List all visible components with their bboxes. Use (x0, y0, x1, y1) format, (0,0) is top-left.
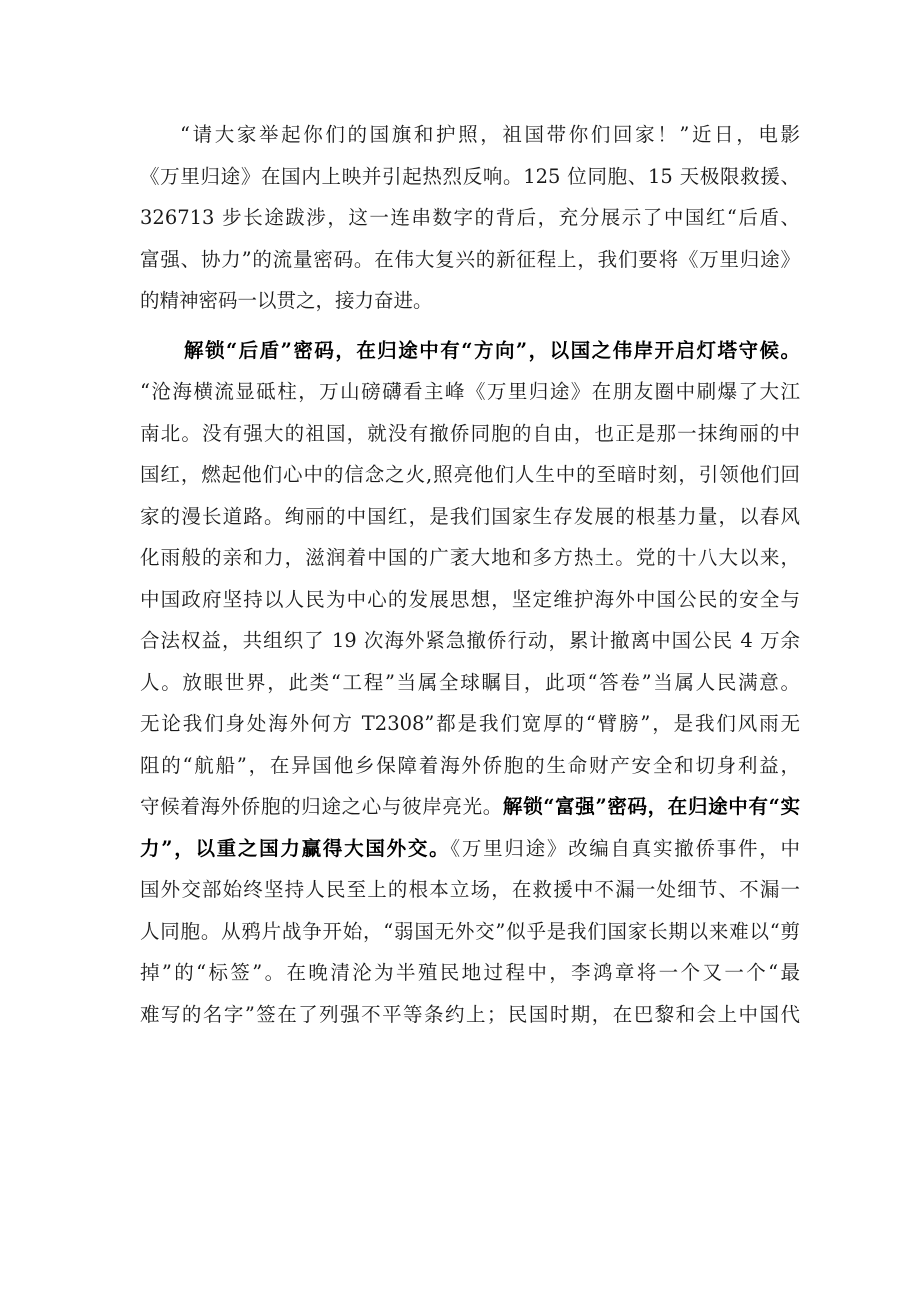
plain-text-segment: 《万里归途》改编自真实撤侨事件，中 (450, 836, 800, 860)
paragraph-line: 掉”的“标签”。在晚清沦为半殖民地过程中，李鸿章将一个又一个“最 (140, 961, 800, 984)
paragraph-line: 国外交部始终坚持人民至上的根本立场，在救援中不漏一处细节、不漏一 (140, 878, 800, 901)
paragraph-line: 化雨般的亲和力，滋润着中国的广袤大地和多方热土。党的十八大以来， (140, 546, 800, 569)
paragraph-line: “请大家举起你们的国旗和护照，祖国带你们回家！”近日，电影 (180, 123, 800, 146)
paragraph-line: 国红，燃起他们心中的信念之火,照亮他们人生中的至暗时刻，引领他们回 (140, 463, 800, 486)
paragraph-line-mixed (140, 828, 800, 870)
paragraph-line: 人同胞。从鸦片战争开始，“弱国无外交”似乎是我们国家长期以来难以“剪 (140, 919, 800, 943)
paragraph-line: 中国政府坚持以人民为中心的发展思想，坚定维护海外中国公民的安全与 (140, 587, 800, 611)
paragraph-line: 富强、协力”的流量密码。在伟大复兴的新征程上，我们要将《万里归途》 (140, 247, 800, 271)
paragraph-line: 的精神密码一以贯之，接力奋进。 (140, 289, 433, 312)
paragraph-gap (140, 322, 800, 330)
paragraph-line: 无论我们身处海外何方 T2308”都是我们宽厚的“臂膀”，是我们风雨无 (140, 712, 800, 735)
paragraph-line-mixed (140, 786, 800, 828)
paragraph-line: 326713 步长途跋涉，这一连串数字的背后，充分展示了中国红“后盾、 (140, 206, 800, 229)
paragraph-line: 难写的名字”签在了列强不平等条约上；民国时期，在巴黎和会上中国代 (140, 1002, 800, 1026)
paragraph-line: “沧海横流显砥柱，万山磅礴看主峰《万里归途》在朋友圈中刷爆了大江 (140, 380, 800, 403)
paragraph-line: 阻的“航船”，在异国他乡保障着海外侨胞的生命财产安全和切身利益， (140, 753, 800, 777)
article-body (140, 114, 800, 1035)
section-heading-prosperity: 解锁“富强”密码，在归途中有“实 (502, 795, 800, 818)
paragraph-line: 人。放眼世界，此类“工程”当属全球瞩目，此项“答卷”当属人民满意。 (140, 670, 800, 694)
section-heading-backing: 解锁“后盾”密码，在归途中有“方向”，以国之伟岸开启灯塔守候。 (184, 338, 800, 362)
plain-text-segment: 守候着海外侨胞的归途之心与彼岸亮光。 (140, 795, 503, 818)
section-heading-prosperity-cont: 力”，以重之国力赢得大国外交。 (140, 836, 451, 860)
paragraph-line: 《万里归途》在国内上映并引起热烈反响。125 位同胞、15 天极限救援、 (140, 164, 800, 188)
paragraph-line: 南北。没有强大的祖国，就没有撤侨同胞的自由，也正是那一抹绚丽的中 (140, 421, 800, 445)
paragraph-line: 家的漫长道路。绚丽的中国红，是我们国家生存发展的根基力量，以春风 (140, 504, 800, 528)
paragraph-line: 合法权益，共组织了 19 次海外紧急撤侨行动，累计撤离中国公民 4 万余 (140, 629, 800, 652)
